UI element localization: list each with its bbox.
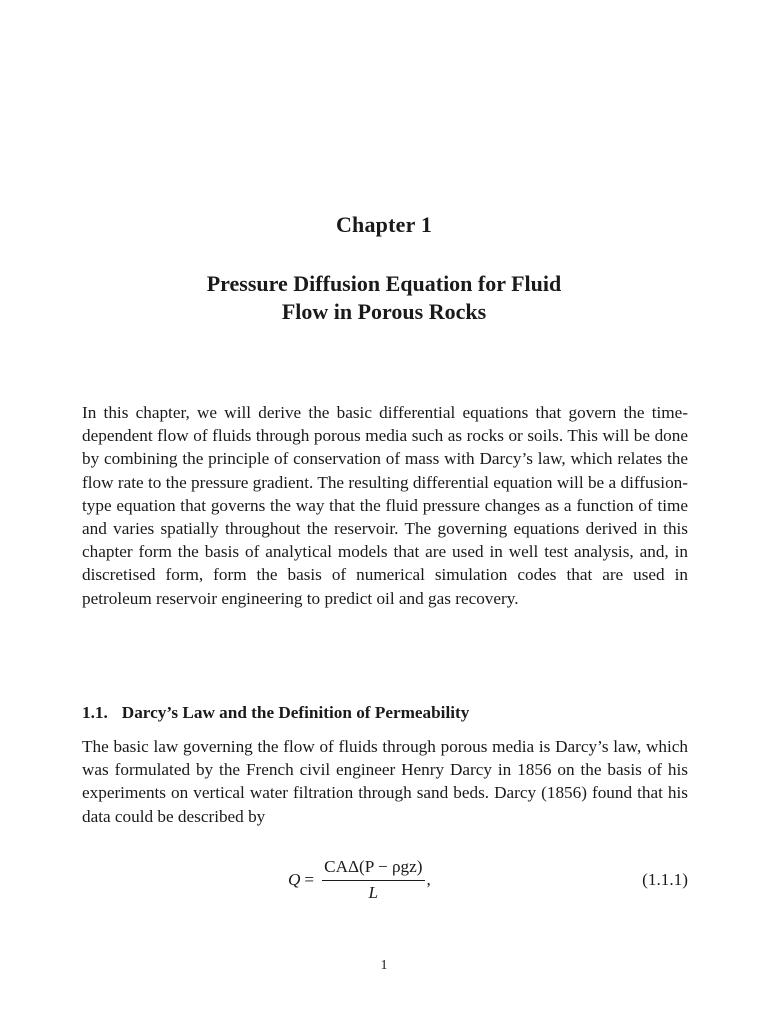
- equation-darcy: [82, 852, 688, 908]
- intro-paragraph: In this chapter, we will derive the basic differential equations that govern the time-dependent flow of fluids through porous media such as rocks or soils. This will be done by combining the principle of conservation of mass with Darcy’s law, which relates the flow rate to the pressure gradient. The resulting differential equation will be a diffusion-type equation that governs the way that the fluid pressure changes as a function of time and varies spatially throughout the reservoir. The governing equations derived in this chapter form the basis of analytical models that are used in well test analysis, and, in discretised form, form the basis of numerical simulation codes that are used in petroleum reservoir engineering to predict oil and gas recovery.: [82, 403, 688, 608]
- equation-comma: ,: [426, 870, 431, 889]
- chapter-number: Chapter 1: [335, 212, 433, 237]
- equation-denominator: L: [368, 883, 379, 902]
- chapter-title-line-1: Pressure Diffusion Equation for Fluid: [206, 271, 562, 296]
- section-heading: [82, 703, 688, 723]
- equation-lhs: Q: [288, 870, 301, 889]
- section-body-paragraph: The basic law governing the flow of fluids through porous media is Darcy’s law, which was formulated by the French civil engineer Henry Darcy in 1856 on the basis of his experiments on vertical water filtration through sand beds. Darcy (1856) found that his data could be described by: [82, 737, 688, 826]
- section-title: Darcy’s Law and the Definition of Permeability: [121, 703, 470, 722]
- chapter-title-line-2: Flow in Porous Rocks: [281, 299, 487, 324]
- equation-numerator: CAΔ(P − ρgz): [322, 857, 424, 881]
- equation-label: (1.1.1): [642, 870, 688, 889]
- equation-body: [288, 852, 431, 908]
- section-number: 1.1.: [82, 703, 108, 722]
- equation-fraction: [322, 857, 424, 903]
- equation-equals: =: [304, 870, 315, 889]
- page-number: 1: [380, 958, 388, 973]
- chapter-title: [0, 270, 768, 326]
